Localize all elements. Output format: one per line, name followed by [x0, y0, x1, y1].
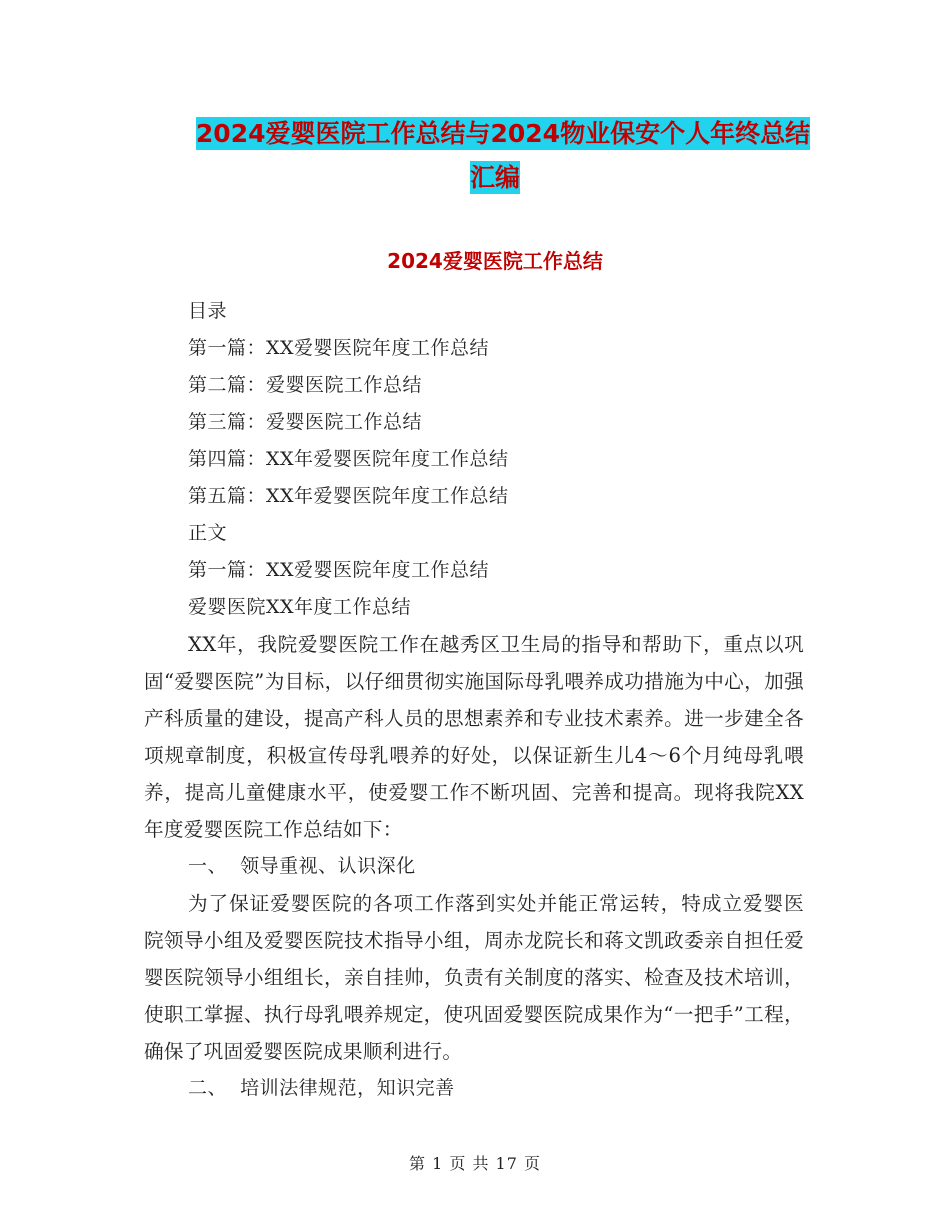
- toc-item: 第一篇：XX爱婴医院年度工作总结: [188, 337, 490, 359]
- document-title: [140, 112, 850, 200]
- section-title: 2024爱婴医院工作总结: [387, 249, 603, 273]
- toc-item: 第二篇：爱婴医院工作总结: [188, 374, 423, 396]
- toc-item: 第四篇：XX年爱婴医院年度工作总结: [188, 448, 509, 470]
- toc-heading: 目录: [188, 300, 228, 322]
- document-body: [144, 293, 804, 1107]
- chapter-heading: 第一篇：XX爱婴医院年度工作总结: [188, 559, 490, 581]
- body-label: 正文: [188, 522, 228, 544]
- toc-item: 第五篇：XX年爱婴医院年度工作总结: [188, 485, 509, 507]
- paragraph: XX年，我院爱婴医院工作在越秀区卫生局的指导和帮助下，重点以巩固“爱婴医院”为目标，以仔细贯彻实施国际母乳喂养成功措施为中心，加强产科质量的建设，提高产科人员的思想素养和专业技术素养。进一步建全各项规章制度，积极宣传母乳喂养的好处，以保证新生儿4～6个月纯母乳喂养，提高儿童健康水平，使爱婴工作不断巩固、完善和提高。现将我院XX年度爱婴医院工作总结如下：: [144, 633, 804, 841]
- section-heading: 一、 领导重视、认识深化: [188, 855, 416, 877]
- toc-item: 第三篇：爱婴医院工作总结: [188, 411, 423, 433]
- page-footer: 第 1 页 共 17 页: [409, 1154, 541, 1173]
- paragraph: 为了保证爱婴医院的各项工作落到实处并能正常运转，特成立爱婴医院领导小组及爱婴医院技术指导小组，周赤龙院长和蒋文凯政委亲自担任爱婴医院领导小组组长，亲自挂帅，负责有关制度的落实、检查及技术培训，使职工掌握、执行母乳喂养规定，使巩固爱婴医院成果作为“一把手”工程，确保了巩固爱婴医院成果顺利进行。: [144, 892, 804, 1063]
- document-title-line2: 汇编: [469, 163, 520, 192]
- document-title-line1: 2024爱婴医院工作总结与2024物业保安个人年终总结: [195, 119, 811, 148]
- doc-title: 爱婴医院XX年度工作总结: [188, 596, 412, 618]
- section-heading: 二、 培训法律规范，知识完善: [188, 1077, 455, 1099]
